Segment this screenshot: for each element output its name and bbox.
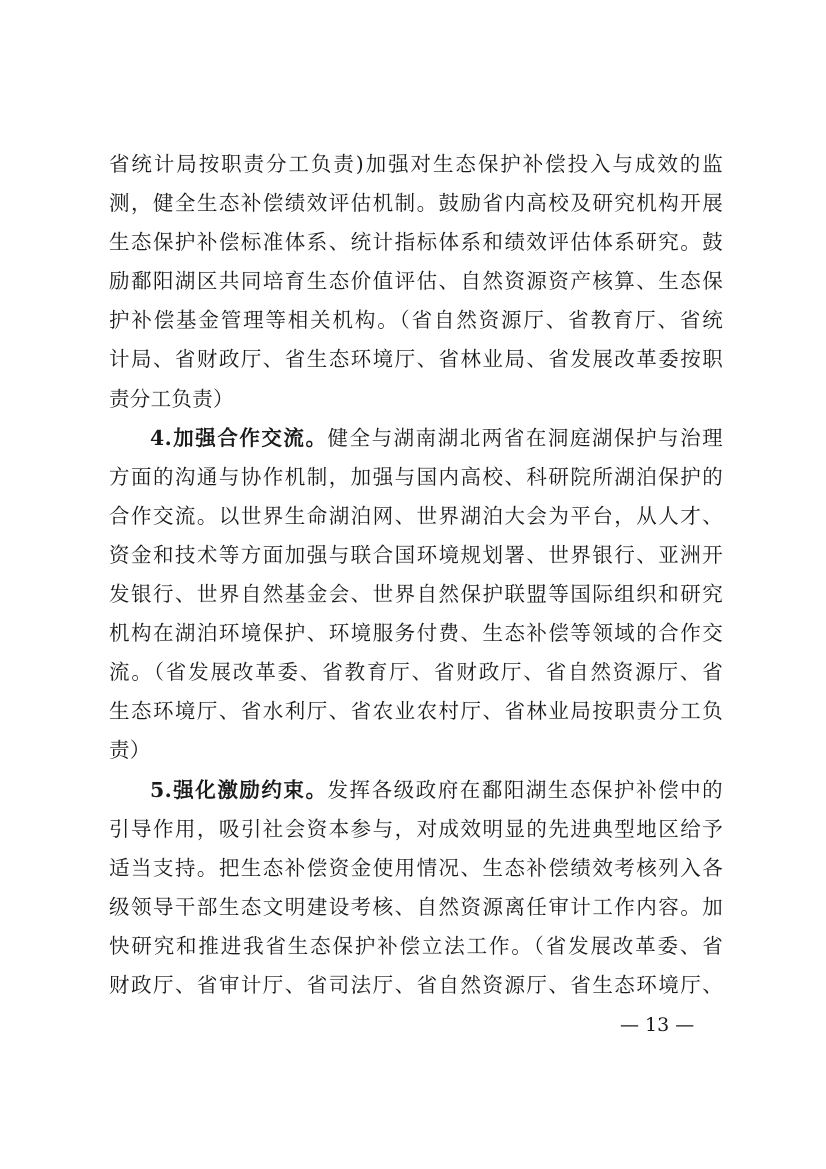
text-line: 责） <box>109 738 151 763</box>
text-line: 资金和技术等方面加强与联合国环境规划署、世界银行、亚洲开 <box>109 542 723 567</box>
text-line: 护补偿基金管理等相关机构。（省自然资源厅、省教育厅、省统 <box>109 308 723 333</box>
text-line: 生态环境厅、省水利厅、省农业农村厅、省林业局按职责分工负 <box>109 699 723 724</box>
text-line: 计局、省财政厅、省生态环境厅、省林业局、省发展改革委按职 <box>109 347 723 372</box>
text-line: 测，健全生态补偿绩效评估机制。鼓励省内高校及研究机构开展 <box>109 191 723 216</box>
text-line: 财政厅、省审计厅、省司法厅、省自然资源厅、省生态环境厅、 <box>109 972 723 997</box>
text-line: 适当支持。把生态补偿资金使用情况、生态补偿绩效考核列入各 <box>109 855 723 880</box>
text-line: 合作交流。以世界生命湖泊网、世界湖泊大会为平台，从人才、 <box>109 503 723 528</box>
text-line: 方面的沟通与协作机制，加强与国内高校、科研院所湖泊保护的 <box>109 464 723 489</box>
text-line: 责分工负责） <box>109 386 234 411</box>
text-line: 机构在湖泊环境保护、环境服务付费、生态补偿等领域的合作交 <box>109 621 723 646</box>
text-run: 健全与湖南湖北两省在洞庭湖保护与治理 <box>327 425 723 450</box>
section-heading-4: 4.加强合作交流。 <box>150 425 328 450</box>
page-number: — 13 — <box>620 1014 695 1036</box>
text-line: 生态保护补偿标准体系、统计指标体系和绩效评估体系研究。鼓 <box>109 230 723 255</box>
text-line: 引导作用，吸引社会资本参与，对成效明显的先进典型地区给予 <box>109 816 723 841</box>
text-line: 快研究和推进我省生态保护补偿立法工作。（省发展改革委、省 <box>109 933 723 958</box>
document-body <box>109 145 723 1005</box>
text-line: 省统计局按职责分工负责)加强对生态保护补偿投入与成效的监 <box>109 152 723 176</box>
text-line-first <box>109 771 723 810</box>
text-line: 发银行、世界自然基金会、世界自然保护联盟等国际组织和研究 <box>109 582 723 607</box>
text-line: 励鄱阳湖区共同培育生态价值评估、自然资源资产核算、生态保 <box>109 269 723 294</box>
text-line-first <box>109 419 723 458</box>
paragraph-continuation <box>109 145 723 419</box>
text-run: 发挥各级政府在鄱阳湖生态保护补偿中的 <box>327 777 723 802</box>
paragraph-item-5 <box>109 771 723 1006</box>
text-line: 级领导干部生态文明建设考核、自然资源离任审计工作内容。加 <box>109 894 723 919</box>
paragraph-item-4 <box>109 419 723 771</box>
section-heading-5: 5.强化激励约束。 <box>150 777 328 802</box>
text-line: 流。（省发展改革委、省教育厅、省财政厅、省自然资源厅、省 <box>109 660 723 685</box>
